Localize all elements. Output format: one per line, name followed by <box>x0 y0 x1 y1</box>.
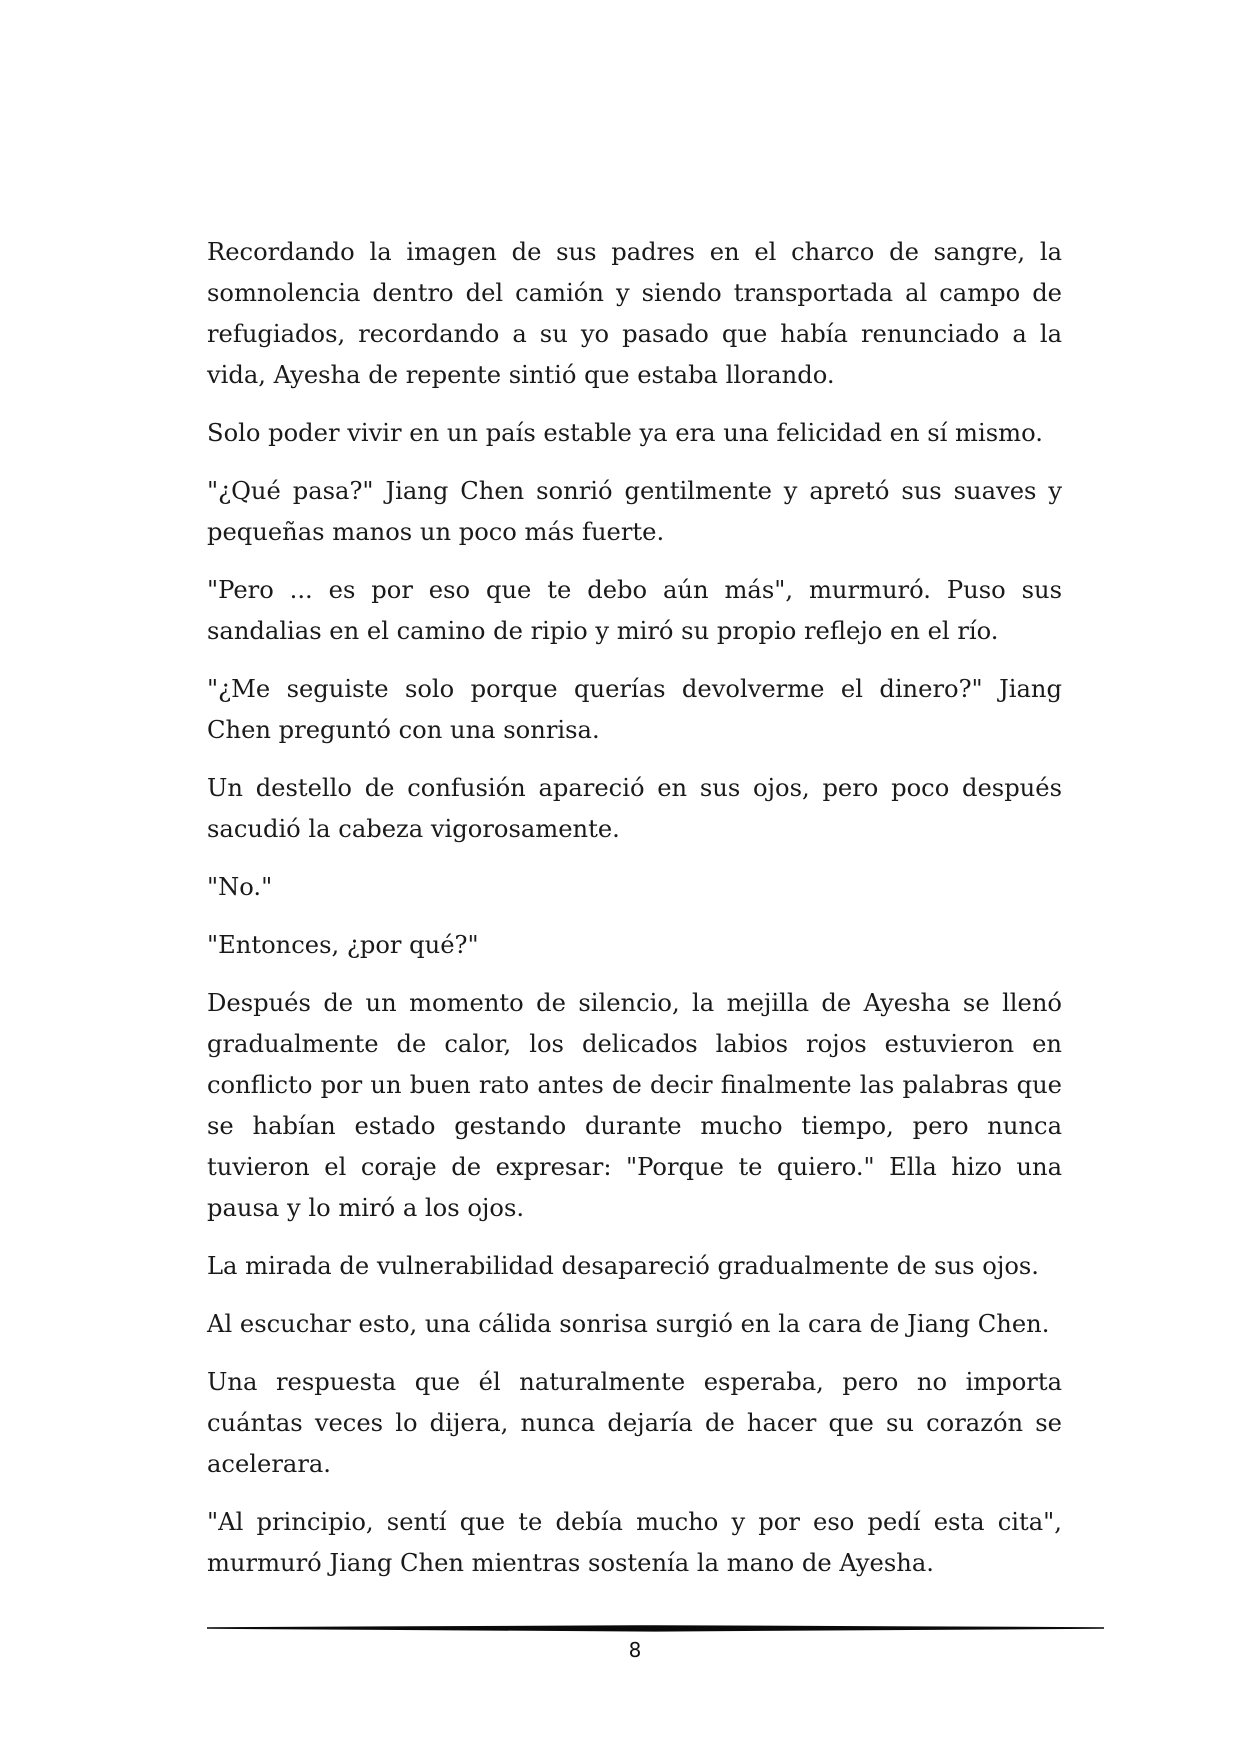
paragraph: Al escuchar esto, una cálida sonrisa surgió en la cara de Jiang Chen. <box>207 1310 1050 1338</box>
paragraph: "Entonces, ¿por qué?" <box>207 931 479 959</box>
page-number: 8 <box>628 1638 642 1662</box>
paragraph: "¿Me seguiste solo porque querías devolverme el dinero?" Jiang Chen preguntó con una sonrisa. <box>207 675 1062 744</box>
paragraph: Recordando la imagen de sus padres en el charco de sangre, la somnolencia dentro del camión y siendo transportada al campo de refugiados, recordando a su yo pasado que había renunciado a la vida, Ayesha de repente sintió que estaba llorando. <box>207 238 1062 389</box>
body-text <box>207 232 1062 1601</box>
footer-divider <box>207 1622 1104 1634</box>
paragraph: Solo poder vivir en un país estable ya era una felicidad en sí mismo. <box>207 419 1043 447</box>
paragraph: "No." <box>207 873 273 901</box>
paragraph: "Pero ... es por eso que te debo aún más", murmuró. Puso sus sandalias en el camino de ripio y miró su propio reflejo en el río. <box>207 576 1062 645</box>
paragraph: "Al principio, sentí que te debía mucho y por eso pedí esta cita", murmuró Jiang Chen mientras sostenía la mano de Ayesha. <box>207 1508 1062 1577</box>
paragraph: Después de un momento de silencio, la mejilla de Ayesha se llenó gradualmente de calor, los delicados labios rojos estuvieron en conflicto por un buen rato antes de decir finalmente las palabras que se habían estado gestando durante mucho tiempo, pero nunca tuvieron el coraje de expresar: "Porque te quiero." Ella hizo una pausa y lo miró a los ojos. <box>207 989 1062 1222</box>
paragraph: La mirada de vulnerabilidad desapareció gradualmente de sus ojos. <box>207 1252 1040 1280</box>
paragraph: Un destello de confusión apareció en sus ojos, pero poco después sacudió la cabeza vigorosamente. <box>207 774 1062 843</box>
paragraph: "¿Qué pasa?" Jiang Chen sonrió gentilmente y apretó sus suaves y pequeñas manos un poco más fuerte. <box>207 477 1062 546</box>
paragraph: Una respuesta que él naturalmente esperaba, pero no importa cuántas veces lo dijera, nunca dejaría de hacer que su corazón se acelerara. <box>207 1368 1062 1478</box>
